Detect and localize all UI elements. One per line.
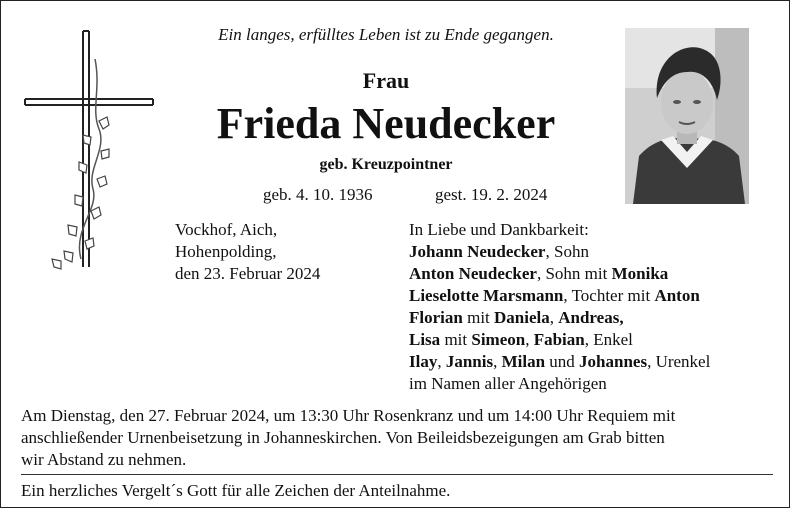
thanks-line: Ein herzliches Vergelt´s Gott für alle Zeichen der Anteilnahme. (21, 481, 451, 500)
mourner-text: , (549, 308, 559, 327)
mourner-name: Anton Neudecker (409, 264, 537, 283)
mourner-name: Daniela (494, 308, 550, 327)
place-line: Hohenpolding, (175, 242, 277, 261)
mourner-name: Johann Neudecker (409, 242, 546, 261)
mourner-line (409, 219, 789, 241)
mourner-text: , (493, 352, 502, 371)
mourner-name: Milan (501, 352, 546, 371)
mourner-line (409, 241, 789, 263)
mourner-text: , Enkel (584, 330, 633, 349)
cross-with-ivy-icon (21, 29, 161, 274)
mourner-name: Lisa (409, 330, 441, 349)
mourner-name: Simeon (471, 330, 526, 349)
birth-date: geb. 4. 10. 1936 (263, 185, 373, 204)
mourner-text: , Sohn (545, 242, 589, 261)
mourners-list (409, 219, 789, 395)
mourner-line (409, 263, 789, 285)
mourner-text: im Namen aller Angehörigen (409, 374, 607, 393)
mourner-name: Jannis (445, 352, 494, 371)
deceased-name: Frieda Neudecker (216, 99, 556, 148)
place-line: Vockhof, Aich, (175, 220, 278, 239)
mourner-text: und (545, 352, 580, 371)
portrait-photo (625, 28, 749, 204)
mourner-name: Andreas, (558, 308, 624, 327)
mourner-line (409, 351, 789, 373)
mourner-text: mit (462, 308, 495, 327)
mourner-line (409, 373, 789, 395)
mourner-text: , Sohn mit (536, 264, 612, 283)
mourner-name: Ilay (409, 352, 438, 371)
service-line: anschließender Urnenbeisetzung in Johanneskirchen. Von Beileidsbezeigungen am Grab bitten (21, 428, 665, 447)
mourner-line (409, 285, 789, 307)
maiden-name: geb. Kreuzpointner (319, 156, 453, 173)
service-announcement (21, 405, 776, 471)
mourner-text: , (525, 330, 534, 349)
motto: Ein langes, erfülltes Leben ist zu Ende gegangen. (218, 25, 554, 44)
mourner-name: Johannes (579, 352, 648, 371)
mourner-name: Lieselotte Marsmann (409, 286, 564, 305)
place-line: den 23. Februar 2024 (175, 264, 321, 283)
death-date: gest. 19. 2. 2024 (435, 185, 548, 204)
service-line: wir Abstand zu nehmen. (21, 450, 187, 469)
divider (21, 474, 773, 475)
mourner-line (409, 307, 789, 329)
salutation: Frau (362, 68, 410, 93)
mourner-text: , (437, 352, 446, 371)
mourner-name: Fabian (533, 330, 585, 349)
mourner-line (409, 329, 789, 351)
mourner-text: , Urenkel (647, 352, 711, 371)
mourner-text: mit (440, 330, 472, 349)
mourner-text: , Tochter mit (563, 286, 655, 305)
mourner-text: In Liebe und Dankbarkeit: (409, 220, 589, 239)
mourner-name: Monika (611, 264, 669, 283)
place-and-date (175, 219, 320, 285)
mourner-name: Florian (409, 308, 463, 327)
mourner-name: Anton (654, 286, 700, 305)
service-line: Am Dienstag, den 27. Februar 2024, um 13:30 Uhr Rosenkranz und um 14:00 Uhr Requiem mit (21, 406, 676, 425)
